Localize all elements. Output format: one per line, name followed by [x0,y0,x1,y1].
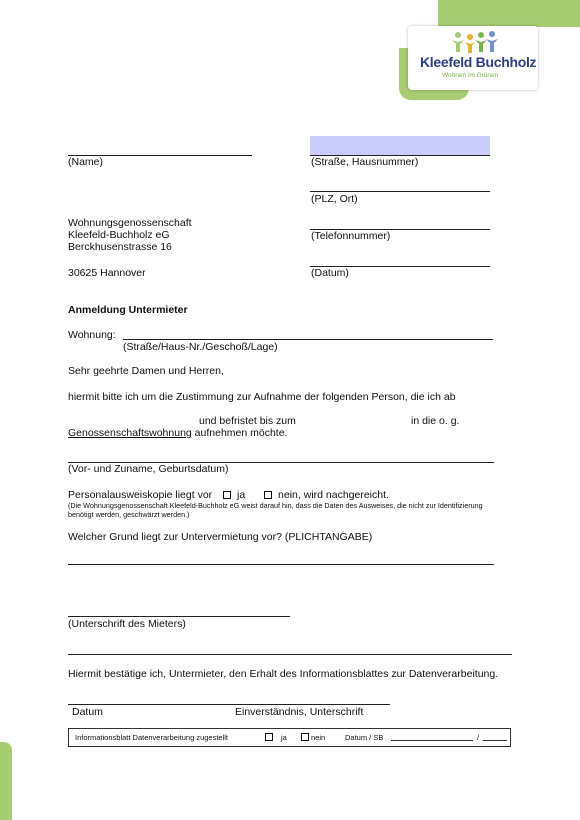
name-label: (Name) [68,156,104,168]
id-copy-label: Personalausweiskopie liegt vor [68,489,213,501]
city-label: (PLZ, Ort) [311,193,358,205]
info-sb-line[interactable] [483,740,507,741]
id-yes-checkbox[interactable] [223,491,231,499]
info-slash: / [477,733,480,742]
confirmation-signature-line[interactable] [68,704,390,705]
id-no-checkbox[interactable] [264,491,272,499]
id-copy-note: (Die Wohnungsgenossenschaft Kleefeld-Buchholz eG weist darauf hin, dass die Daten des Ausweises, die nicht zur Identifizierung benötigt werden, geschwärzt werden.) [68,501,483,519]
info-date-sb-label: Datum / SB [345,733,384,742]
subject-title: Anmeldung Untermieter [68,304,188,316]
left-green-band [0,742,12,820]
people-logo-icon [450,30,500,54]
id-yes-label: ja [237,489,246,501]
tenant-signature-label: (Unterschrift des Mieters) [68,618,186,630]
apartment-label: Wohnung: [68,329,116,341]
recipient-line-1: Wohnungsgenossenschaft [68,217,192,229]
id-no-label: nein, wird nachgereicht. [278,489,389,501]
reason-line[interactable] [68,564,494,565]
confirmation-date-label: Datum [72,706,103,718]
recipient-line-4: 30625 Hannover [68,267,146,279]
salutation: Sehr geehrte Damen und Herren, [68,365,224,377]
confirmation-consent-label: Einverständnis, Unterschrift [235,706,364,718]
body-line-2b: in die o. g. [411,415,460,427]
info-sheet-box [68,728,511,747]
logo-name: Kleefeld Buchholz [420,54,537,70]
id-copy-row [68,489,389,501]
top-green-band [438,0,580,27]
street-input-highlight[interactable] [310,136,490,155]
apartment-line[interactable] [123,339,493,340]
apartment-sub-label: (Straße/Haus-Nr./Geschoß/Lage) [123,341,278,353]
info-no-checkbox[interactable] [301,733,309,741]
body-line-1: hiermit bitte ich um die Zustimmung zur Aufnahme der folgenden Person, die ich ab [68,391,456,403]
info-sheet-text: Informationsblatt Datenverarbeitung zugestellt [75,733,229,742]
info-no-label: nein [311,733,326,742]
recipient-line-3: Berckhusenstrasse 16 [68,241,172,253]
street-label: (Straße, Hausnummer) [311,156,419,168]
reason-question: Welcher Grund liegt zur Untervermietung vor? (PLICHTANGABE) [68,531,373,543]
apartment-type-underlined: Genossenschaftswohnung [68,427,192,439]
body-line-2a: und befristet bis zum [199,415,296,427]
confirmation-text: Hiermit bestätige ich, Untermieter, den Erhalt des Informationsblattes zur Datenverarbeitung. [68,668,499,680]
info-yes-label: ja [281,733,287,742]
info-yes-checkbox[interactable] [265,733,273,741]
city-line[interactable] [310,191,490,192]
logo-tagline: Wohnen im Grünen [442,72,499,79]
person-label: (Vor- und Zuname, Geburtsdatum) [68,463,229,475]
logo [408,26,538,90]
info-date-line[interactable] [391,740,473,741]
phone-label: (Telefonnummer) [311,230,391,242]
recipient-line-2: Kleefeld-Buchholz eG [68,229,170,241]
body-line-3-rest: aufnehmen möchte. [191,427,288,439]
tenant-signature-line[interactable] [68,616,290,617]
date-label: (Datum) [311,267,349,279]
body-line-3 [68,427,287,439]
section-divider [68,654,512,655]
